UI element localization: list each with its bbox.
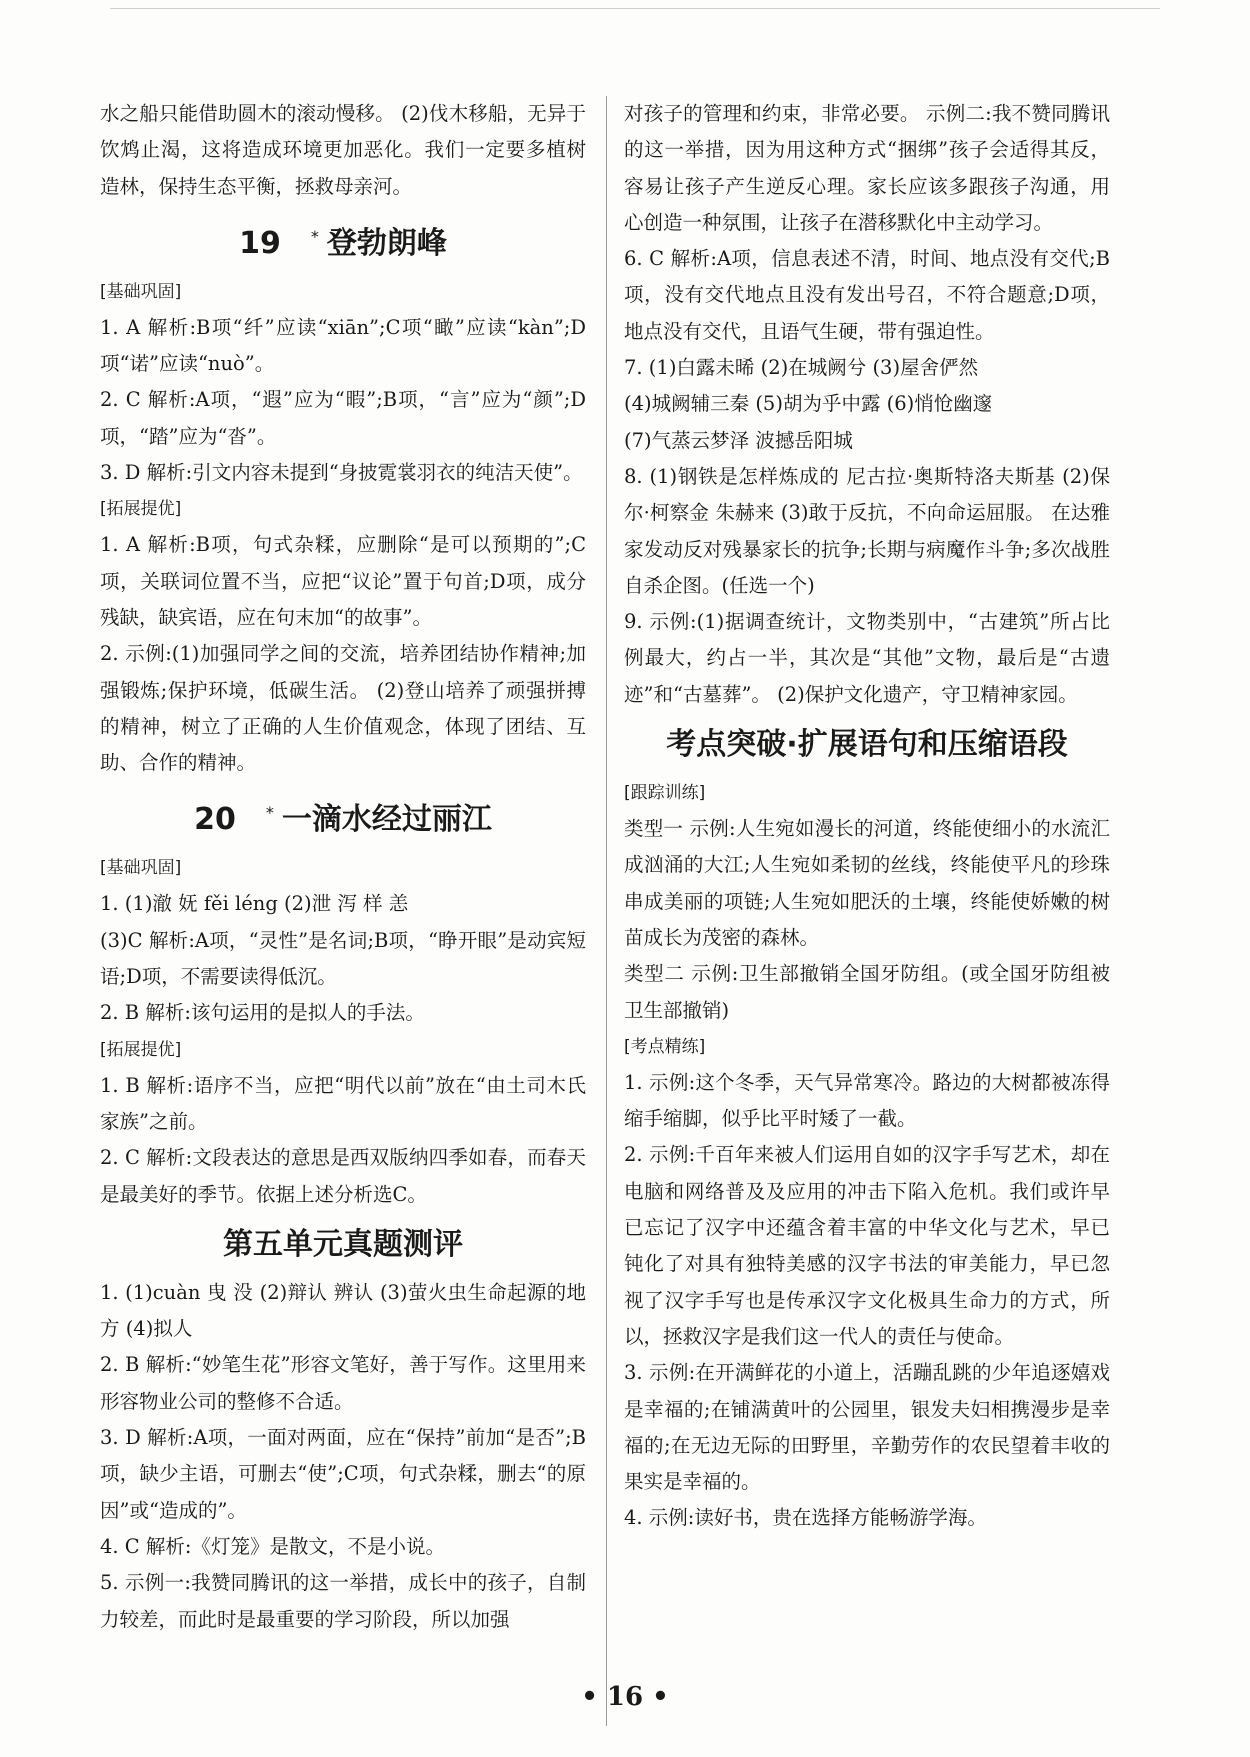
answer-paragraph: 2. 示例:(1)加强同学之间的交流，培养团结协作精神;加强锻炼;保护环境，低碳生活。 (2)登山培养了顽强拼搏的精神，树立了正确的人生价值观念，体现了团结、互助、合作的精神。 — [100, 642, 586, 775]
answer-paragraph: 5. 示例一:我赞同腾讯的这一举措，成长中的孩子，自制力较差，而此时是最重要的学习阶段，所以加强 — [100, 1571, 586, 1631]
answer-paragraph: 3. 示例:在开满鲜花的小道上，活蹦乱跳的少年追逐嬉戏是幸福的;在铺满黄叶的公园里，银发夫妇相携漫步是幸福的;在无边无际的田野里，辛勤劳作的农民望着丰收的果实是幸福的。 — [624, 1361, 1110, 1494]
answer-paragraph: 2. B 解析:“妙笔生花”形容文笔好，善于写作。这里用来形容物业公司的整修不合适。 — [100, 1353, 586, 1413]
answer-paragraph: 4. 示例:读好书，贵在选择方能畅游学海。 — [624, 1506, 987, 1530]
answer-paragraph: (3)C 解析:A项，“灵性”是名词;B项，“睁开眼”是动宾短语;D项，不需要读得低沉。 — [100, 928, 586, 989]
section-number: 19 — [239, 225, 281, 261]
left-column — [100, 96, 586, 1638]
section-title — [100, 1225, 586, 1265]
subsection-tag: [考点精练] — [624, 1036, 706, 1057]
answer-paragraph: 1. 示例:这个冬季，天气异常寒冷。路边的大树都被冻得缩手缩脚，似乎比平时矮了一截。 — [624, 1070, 1110, 1131]
answer-paragraph: 3. D 解析:引文内容未提到“身披霓裳羽衣的纯洁天使”。 — [100, 461, 583, 485]
answer-paragraph: (4)城阙辅三秦 (5)胡为乎中露 (6)悄怆幽邃 — [624, 392, 993, 416]
asterisk-mark: * — [310, 226, 319, 246]
subsection-tag: [跟踪训练] — [624, 783, 706, 804]
answer-paragraph: 4. C 解析:《灯笼》是散文，不是小说。 — [100, 1534, 445, 1558]
answer-paragraph: 1. B 解析:语序不当，应把“明代以前”放在“由土司木氏家族”之前。 — [100, 1073, 586, 1133]
page-number: • 16 • — [581, 1682, 669, 1712]
section-number: 20 — [194, 802, 236, 838]
section-title — [624, 725, 1110, 765]
subsection-tag: [基础巩固] — [100, 281, 182, 302]
answer-paragraph: 类型一 示例:人生宛如漫长的河道，终能使细小的水流汇成汹涌的大江;人生宛如柔韧的丝线，终能使平凡的珍珠串成美丽的项链;人生宛如肥沃的土壤，终能使娇嫩的树苗成长为茂密的森林。 — [624, 817, 1110, 949]
answer-paragraph: 2. C 解析:A项，“遐”应为“暇”;B项，“言”应为“颜”;D项，“踏”应为“沓”。 — [100, 388, 586, 448]
asterisk-mark: * — [265, 803, 274, 823]
answer-paragraph: 2. 示例:千百年来被人们运用自如的汉字手写艺术，却在电脑和网络普及及应用的冲击下陷入危机。我们或许早已忘记了汉字中还蕴含着丰富的中华文化与艺术，早已钝化了对具有独特美感的汉字书法的审美能力，早已忽视了汉字手写也是传承汉字文化极具生命力的方式，所以，拯救汉字是我们这一代人的责任与使命。 — [624, 1143, 1110, 1348]
answer-paragraph: 1. A 解析:B项“纤”应读“xiān”;C项“瞰”应读“kàn”;D项“诺”应读“nuò”。 — [100, 315, 586, 376]
section-title-text: 一滴水经过丽江 — [281, 802, 492, 838]
section-title — [100, 793, 586, 840]
answer-paragraph: 类型二 示例:卫生部撤销全国牙防组。(或全国牙防组被卫生部撤销) — [624, 962, 1110, 1022]
subsection-tag: [拓展提优] — [100, 1039, 182, 1060]
answer-paragraph: 1. A 解析:B项，句式杂糅，应删除“是可以预期的”;C项，关联词位置不当，应把“议论”置于句首;D项，成分残缺，缺宾语，应在句末加“的故事”。 — [100, 533, 586, 629]
section-title — [100, 217, 586, 264]
subsection-tag: [拓展提优] — [100, 499, 182, 520]
answer-paragraph: 6. C 解析:A项，信息表述不清，时间、地点没有交代;B项，没有交代地点且没有发出号召，不符合题意;D项，地点没有交代，且语气生硬，带有强迫性。 — [624, 247, 1110, 343]
answer-paragraph: 3. D 解析:A项，一面对两面，应在“保持”前加“是否”;B项，缺少主语，可删去“使”;C项，句式杂糅，删去“的原因”或“造成的”。 — [100, 1426, 586, 1522]
answer-paragraph: 水之船只能借助圆木的滚动慢移。 (2)伐木移船，无异于饮鸩止渴，这将造成环境更加恶化。我们一定要多植树造林，保持生态平衡，拯救母亲河。 — [100, 102, 586, 198]
answer-paragraph: 7. (1)白露未晞 (2)在城阙兮 (3)屋舍俨然 — [624, 356, 979, 380]
answer-paragraph: 1. (1)cuàn 曳 没 (2)辩认 辨认 (3)萤火虫生命起源的地方 (4)拟人 — [100, 1280, 586, 1341]
answer-paragraph: 8. (1)钢铁是怎样炼成的 尼古拉·奥斯特洛夫斯基 (2)保尔·柯察金 朱赫来 (3)敢于反抗，不向命运屈服。 在达雅家发动反对残暴家长的抗争;长期与病魔作斗争;多次战胜自杀企图。(任选一个) — [624, 464, 1110, 597]
section-title-text: 第五单元真题测评 — [223, 1226, 463, 1262]
top-rule — [110, 8, 1160, 9]
answer-paragraph: 1. (1)澈 妩 fěi léng (2)泄 泻 样 恙 — [100, 892, 409, 916]
answer-paragraph: 对孩子的管理和约束，非常必要。 示例二:我不赞同腾讯的这一举措，因为用这种方式“捆绑”孩子会适得其反，容易让孩子产生逆反心理。家长应该多跟孩子沟通，用心创造一种氛围，让孩子在潜移默化中主动学习。 — [624, 102, 1110, 234]
subsection-tag: [基础巩固] — [100, 858, 182, 879]
right-column — [624, 96, 1110, 1537]
section-title-text: 登勃朗峰 — [326, 225, 447, 261]
answer-paragraph: (7)气蒸云梦泽 波撼岳阳城 — [624, 428, 853, 452]
column-divider — [606, 96, 607, 1726]
answer-paragraph: 2. C 解析:文段表达的意思是西双版纳四季如春，而春天是最美好的季节。依据上述分析选C。 — [100, 1146, 586, 1206]
answer-paragraph: 9. 示例:(1)据调查统计，文物类别中，“古建筑”所占比例最大，约占一半，其次是“其他”文物，最后是“古遗迹”和“古墓葬”。 (2)保护文化遗产，守卫精神家园。 — [624, 610, 1110, 706]
section-title-text: 考点突破·扩展语句和压缩语段 — [666, 727, 1068, 763]
answer-paragraph: 2. B 解析:该句运用的是拟人的手法。 — [100, 1001, 425, 1025]
